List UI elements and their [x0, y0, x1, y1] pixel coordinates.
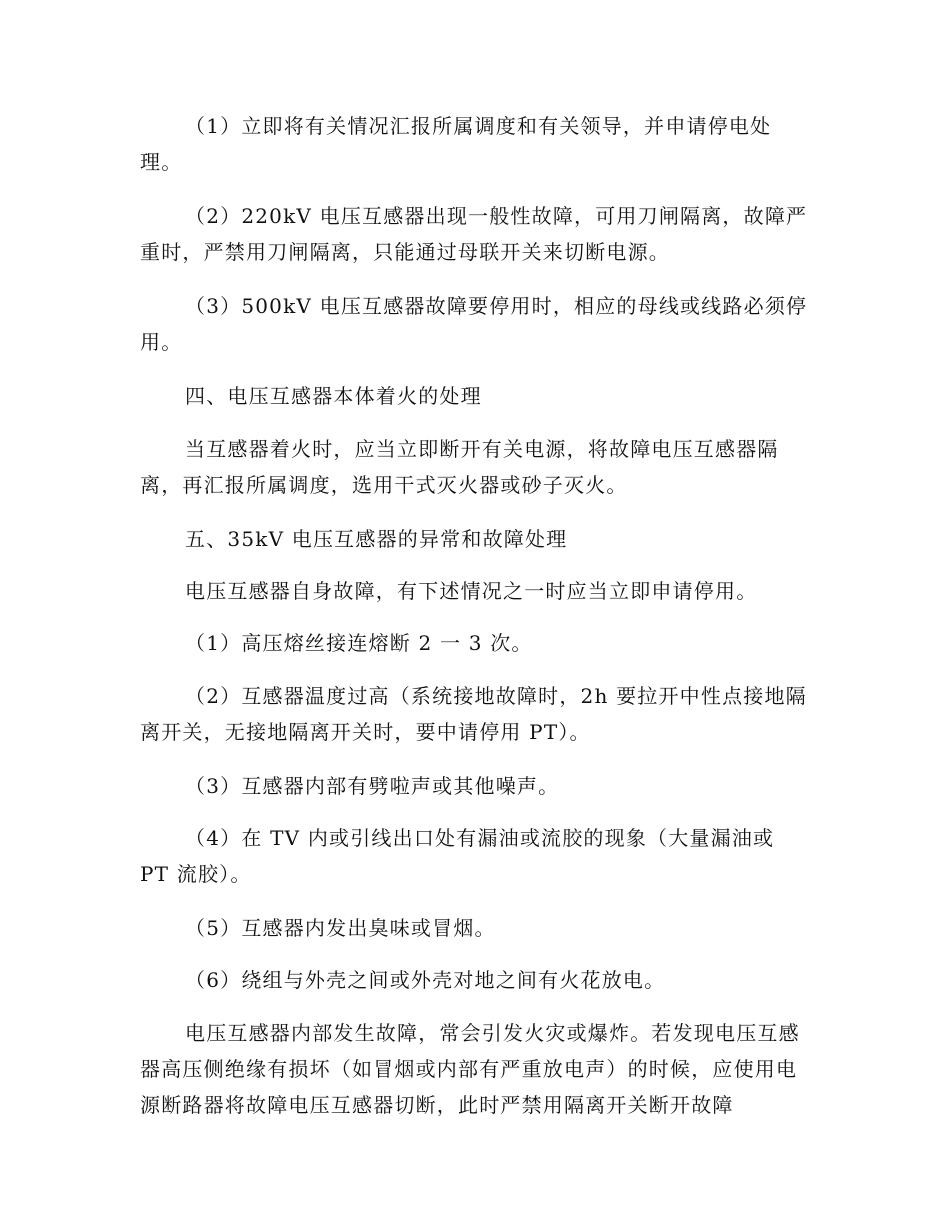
section-heading-fire: 四、电压互感器本体着火的处理 [185, 384, 482, 408]
paragraph-fault-intro: 电压互感器自身故障，有下述情况之一时应当立即申请停用。 [185, 579, 758, 603]
section-heading-35kv: 五、35kV 电压互感器的异常和故障处理 [185, 527, 568, 551]
list-item-smoke: （5）互感器内发出臭味或冒烟。 [185, 916, 496, 940]
paragraph-internal-fault: 电压互感器内部发生故障，常会引发火灾或爆炸。若发现电压互感器高压侧绝缘有损坏（如冒烟或内部有严重放电声）的时候，应使用电源断路器将故障电压互感器切断，此时严禁用隔离开关断开故障 [140, 1021, 800, 1117]
list-item-temperature: （2）互感器温度过高（系统接地故障时，2h 要拉开中性点接地隔离开关，无接地隔离开关时，要中请停用 PT）。 [140, 684, 807, 744]
list-item-oil-leak: （4）在 TV 内或引线出口处有漏油或流胶的现象（大量漏油或 PT 流胶）。 [140, 826, 775, 886]
paragraph-step-3-500kv: （3）500kV 电压互感器故障要停用时，相应的母线或线路必须停用。 [140, 294, 808, 354]
paragraph-step-1-report: （1）立即将有关情况汇报所属调度和有关领导，并申请停电处理。 [140, 114, 772, 174]
list-item-noise: （3）互感器内部有劈啦声或其他噪声。 [185, 774, 560, 798]
paragraph-step-2-220kv: （2）220kV 电压互感器出现一般性故障，可用刀闸隔离，故障严重时，严禁用刀闸隔离，只能通过母联开关来切断电源。 [140, 204, 808, 264]
paragraph-fire-handling: 当互感器着火时，应当立即断开有关电源，将故障电压互感器隔离，再汇报所属调度，选用干式灭火器或砂子灭火。 [140, 437, 779, 497]
list-item-spark: （6）绕组与外壳之间或外壳对地之间有火花放电。 [185, 968, 666, 992]
list-item-fuse: （1）高压熔丝接连熔断 2 一 3 次。 [185, 631, 533, 655]
